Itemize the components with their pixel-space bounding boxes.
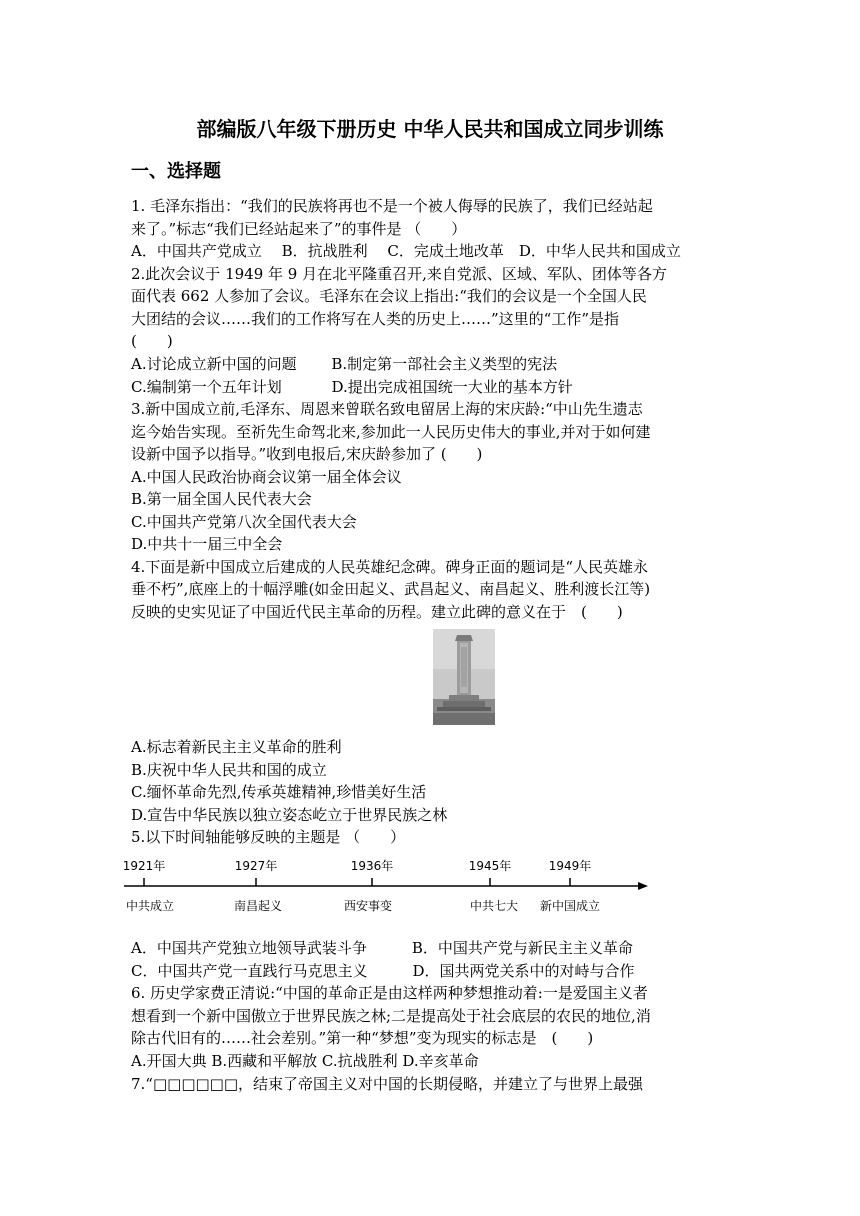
timeline-year: 1927年 <box>234 859 278 873</box>
timeline-event: 中共成立 <box>125 899 175 913</box>
timeline-figure <box>118 852 658 922</box>
q6-line-2: 想看到一个新中国傲立于世界民族之林;二是提高处于社会底层的农民的地位,消 <box>131 1007 651 1025</box>
section-heading: 一、选择题 <box>131 161 221 182</box>
timeline-arrowhead <box>638 882 648 890</box>
q5-options-cd: C．中国共产党一直践行马克思主义 D．国共两党关系中的对峙与合作 <box>131 962 635 980</box>
q2-line-4: ( ) <box>131 332 173 350</box>
timeline-event: 南昌起义 <box>233 899 283 913</box>
q4-line-3: 反映的史实见证了中国近代民主革命的历程。建立此碑的意义在于 ( ) <box>131 603 623 621</box>
q3-option-a: A.中国人民政治协商会议第一届全体会议 <box>131 468 402 486</box>
q3-line-3: 设新中国予以指导。”收到电报后,宋庆龄参加了 ( ) <box>131 445 483 463</box>
q3-line-1: 3.新中国成立前,毛泽东、周恩来曾联名致电留居上海的宋庆龄:“中山先生遗志 <box>131 400 643 418</box>
timeline-year: 1949年 <box>548 859 592 873</box>
q7-line-1: 7.“□□□□□□，结束了帝国主义对中国的长期侵略，并建立了与世界上最强 <box>131 1075 644 1093</box>
monument-illustration <box>433 629 495 725</box>
q4-line-2: 垂不朽”,底座上的十幅浮雕(如金田起义、武昌起义、南昌起义、胜利渡长江等) <box>131 580 651 598</box>
q3-line-2: 迄今始告实现。至祈先生命驾北来,参加此一人民历史伟大的事业,并对于如何建 <box>131 423 651 441</box>
timeline-event: 中共七大 <box>469 899 519 913</box>
q5-stem: 5.以下时间轴能够反映的主题是 （ ） <box>131 828 406 846</box>
q6-options: A.开国大典 B.西藏和平解放 C.抗战胜利 D.辛亥革命 <box>131 1052 479 1070</box>
q1-line-2: 来了。”标志“我们已经站起来了”的事件是 （ ） <box>131 220 467 238</box>
q5-options-ab: A．中国共产党独立地领导武装斗争 B．中国共产党与新民主主义革命 <box>131 939 633 957</box>
q4-option-b: B.庆祝中华人民共和国的成立 <box>131 761 327 779</box>
q3-option-c: C.中国共产党第八次全国代表大会 <box>131 513 357 531</box>
q2-options-cd: C.编制第一个五年计划 D.提出完成祖国统一大业的基本方针 <box>131 378 573 396</box>
timeline-event: 新中国成立 <box>539 899 601 913</box>
q4-option-d: D.宣告中华民族以独立姿态屹立于世界民族之林 <box>131 806 448 824</box>
q6-line-1: 6. 历史学家费正清说:“中国的革命正是由这样两种梦想推动着:一是爱国主义者 <box>131 984 648 1002</box>
q2-options-ab: A.讨论成立新中国的问题 B.制定第一部社会主义类型的宪法 <box>131 355 558 373</box>
q1-line-1: 1. 毛泽东指出：“我们的民族将再也不是一个被人侮辱的民族了，我们已经站起 <box>131 197 653 215</box>
timeline-event: 西安事变 <box>343 899 393 913</box>
monument-photo <box>433 629 495 725</box>
q4-option-c: C.缅怀革命先烈,传承英雄精神,珍惜美好生活 <box>131 783 427 801</box>
q6-line-3: 除古代旧有的……社会差别。”第一种“梦想”变为现实的标志是 ( ) <box>131 1029 594 1047</box>
document-title: 部编版八年级下册历史 中华人民共和国成立同步训练 <box>196 117 664 141</box>
timeline-year: 1945年 <box>468 859 512 873</box>
q4-option-a: A.标志着新民主主义革命的胜利 <box>131 738 342 756</box>
timeline-year: 1936年 <box>350 859 394 873</box>
q3-option-d: D.中共十一届三中全会 <box>131 535 283 553</box>
q2-line-2: 面代表 662 人参加了会议。毛泽东在会议上指出:“我们的会议是一个全国人民 <box>131 287 647 305</box>
q2-line-1: 2.此次会议于 1949 年 9 月在北平隆重召开,来自党派、区域、军队、团体等各方 <box>131 265 667 283</box>
q2-line-3: 大团结的会议……我们的工作将写在人类的历史上……”这里的“工作”是指 <box>131 310 620 328</box>
timeline-year: 1921年 <box>122 859 166 873</box>
q4-line-1: 4.下面是新中国成立后建成的人民英雄纪念碑。碑身正面的题词是“人民英雄永 <box>131 558 648 576</box>
q1-options: A．中国共产党成立 B．抗战胜利 C．完成土地改革 D．中华人民共和国成立 <box>131 242 681 260</box>
q3-option-b: B.第一届全国人民代表大会 <box>131 490 312 508</box>
